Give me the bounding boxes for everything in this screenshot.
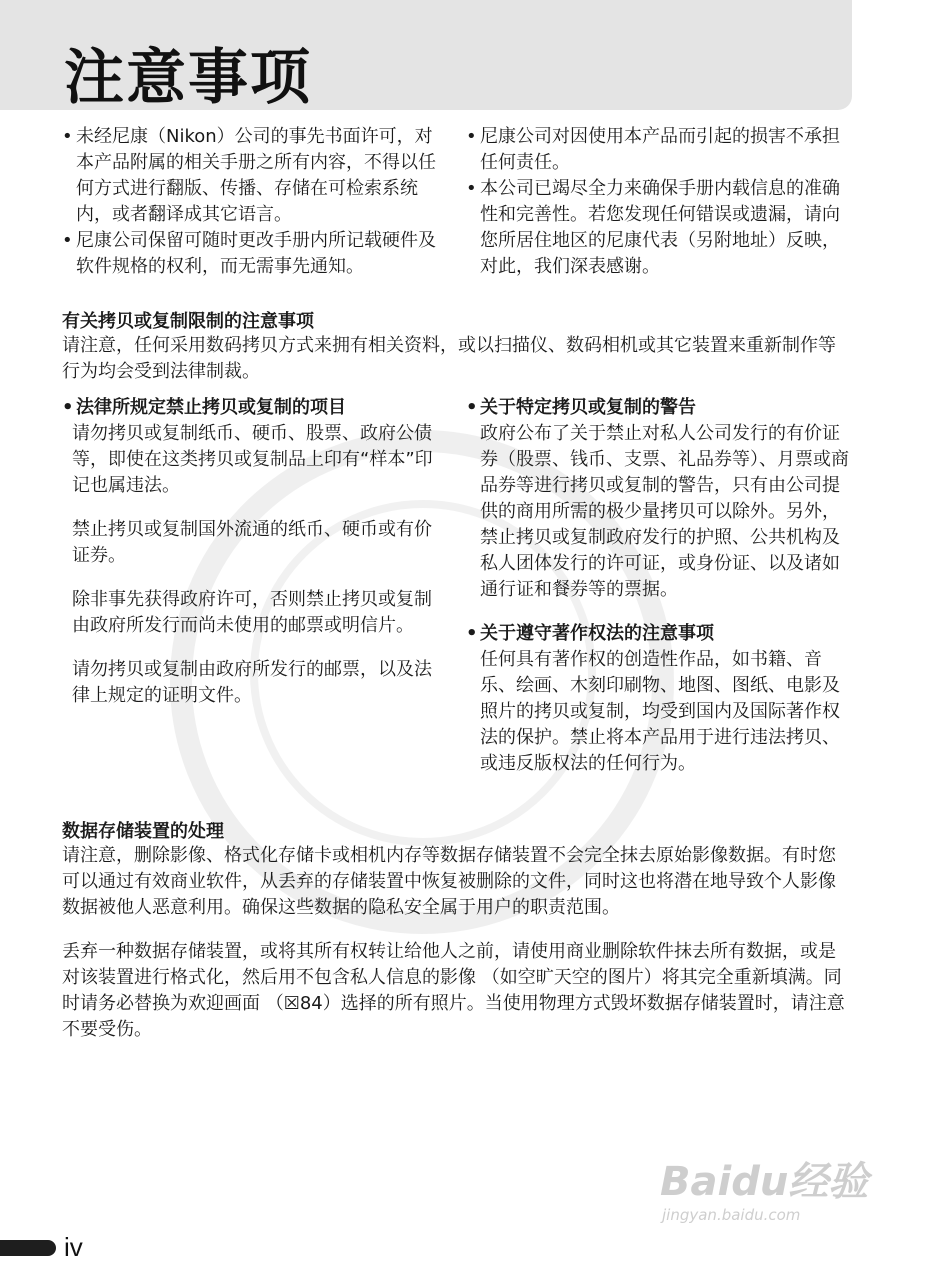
- intro-note: • 本公司已竭尽全力来确保手册内载信息的准确性和完善性。若您发现任何错误或遗漏，请向您所居住地区的尼康代表（另附地址）反映，对此，我们深表感谢。: [466, 176, 850, 280]
- warning-heading: • 关于特定拷贝或复制的警告: [466, 395, 850, 421]
- prohibited-item-paragraph: 除非事先获得政府许可，否则禁止拷贝或复制由政府所发行而尚未使用的邮票或明信片。: [72, 589, 432, 636]
- intro-left-column: [62, 124, 444, 280]
- page-title: 注意事项: [64, 43, 312, 113]
- copy-right-column: [466, 395, 850, 777]
- storage-section-body: [62, 843, 848, 1043]
- intro-note: • 尼康公司对因使用本产品而引起的损害不承担任何责任。: [466, 124, 850, 176]
- prohibited-item-paragraph: 禁止拷贝或复制国外流通的纸币、硬币或有价证券。: [72, 519, 432, 566]
- page-tab: [0, 1240, 56, 1256]
- copy-left-column: [62, 395, 442, 709]
- prohibited-items-heading: • 法律所规定禁止拷贝或复制的项目: [62, 395, 442, 421]
- storage-section-heading: 数据存储装置的处理: [62, 821, 224, 842]
- baidu-watermark: [660, 1150, 870, 1250]
- intro-note: • 未经尼康（Nikon）公司的事先书面许可，对本产品附属的相关手册之所有内容，不得以任何方式进行翻版、传播、存储在可检索系统内，或者翻译成其它语言。: [62, 124, 444, 228]
- storage-paragraph: 丢弃一种数据存储装置，或将其所有权转让给他人之前，请使用商业删除软件抹去所有数据，或是对该装置进行格式化，然后用不包含私人信息的影像 （如空旷天空的图片）将其完全重新填满。同时请务必替换为欢迎画面 （☒84）选择的所有照片。当使用物理方式毁坏数据存储装置时，请注意不要受伤。: [62, 941, 845, 1040]
- prohibited-item-paragraph: 请勿拷贝或复制由政府所发行的邮票，以及法律上规定的证明文件。: [72, 659, 432, 706]
- warning-body: 政府公布了关于禁止对私人公司发行的有价证券（股票、钱币、支票、礼品券等）、月票或商品券等进行拷贝或复制的警告，只有由公司提供的商用所需的极少量拷贝可以除外。另外，禁止拷贝或复制政府发行的护照、公共机构及私人团体发行的许可证，或身份证、以及诸如通行证和餐券等的票据。: [480, 423, 849, 600]
- copyright-body: 任何具有著作权的创造性作品，如书籍、音乐、绘画、木刻印刷物、地图、图纸、电影及照片的拷贝或复制，均受到国内及国际著作权法的保护。禁止将本产品用于进行违法拷贝、或违反版权法的任何行为。: [480, 649, 840, 774]
- storage-paragraph: 请注意，删除影像、格式化存储卡或相机内存等数据存储装置不会完全抹去原始影像数据。有时您可以通过有效商业软件，从丢弃的存储装置中恢复被删除的文件，同时这也将潜在地导致个人影像数据被他人恶意利用。确保这些数据的隐私安全属于用户的职责范围。: [62, 845, 836, 918]
- copy-section-heading: 有关拷贝或复制限制的注意事项: [62, 311, 314, 332]
- page-number: iv: [64, 1232, 83, 1262]
- baidu-logo-text: Baidu经验: [660, 1159, 869, 1205]
- copyright-heading: • 关于遵守著作权法的注意事项: [466, 621, 850, 647]
- prohibited-item-paragraph: 请勿拷贝或复制纸币、硬币、股票、政府公债等，即使在这类拷贝或复制品上印有“样本”印记也属违法。: [72, 423, 433, 496]
- baidu-url: jingyan.baidu.com: [662, 1206, 801, 1224]
- intro-right-column: [466, 124, 850, 280]
- copy-section-body: 请注意，任何采用数码拷贝方式来拥有相关资料，或以扫描仪、数码相机或其它装置来重新制作等行为均会受到法律制裁。: [62, 335, 836, 382]
- intro-note: • 尼康公司保留可随时更改手册内所记载硬件及软件规格的权利，而无需事先通知。: [62, 228, 444, 280]
